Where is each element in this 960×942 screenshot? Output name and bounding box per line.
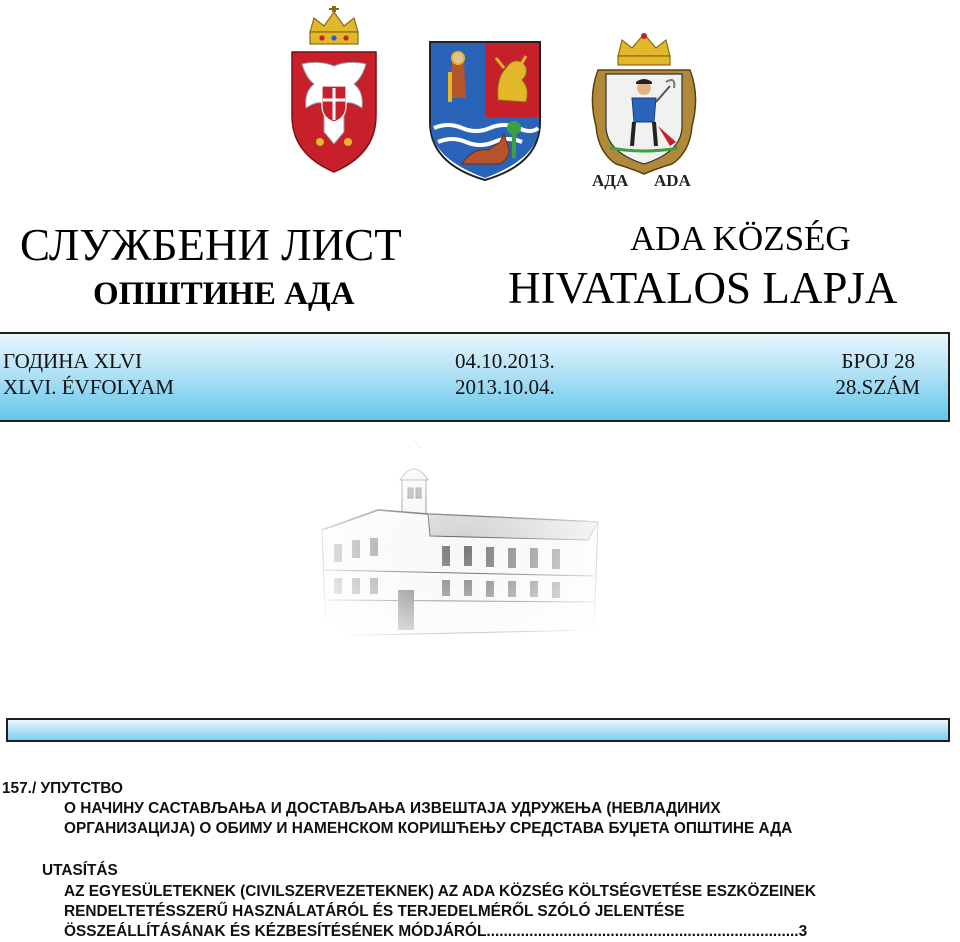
toc-entry-serbian-line: О НАЧИНУ САСТАВЉАЊА И ДОСТАВЉАЊА ИЗВЕШТАЈА УДРУЖЕЊА (НЕВЛАДИНИХ xyxy=(64,800,721,817)
svg-text:АДА: АДА xyxy=(592,171,629,190)
issue-number-hungarian: 28.SZÁM xyxy=(835,375,920,399)
town-hall-sketch-image xyxy=(318,440,608,640)
date-hungarian: 2013.10.04. xyxy=(455,375,555,399)
svg-text:ADA: ADA xyxy=(654,171,691,190)
year-serbian: ГОДИНА XLVI xyxy=(3,349,143,373)
contents-separator-banner xyxy=(6,718,950,742)
masthead-title-serbian: СЛУЖБЕНИ ЛИСТ xyxy=(20,220,402,270)
serbia-coat-of-arms-icon xyxy=(284,4,384,176)
masthead-title-hungarian: ADA KÖZSÉG xyxy=(630,219,851,258)
toc-entry-hungarian-line: ÖSSZEÁLLÍTÁSÁNAK ÉS KÉZBESÍTÉSÉNEK MÓDJÁRÓL.........................................................................3 xyxy=(64,923,808,940)
issue-info-banner xyxy=(0,332,950,422)
masthead-subtitle-hungarian: HIVATALOS LAPJA xyxy=(508,263,898,313)
masthead-subtitle-serbian: ОПШТИНЕ АДА xyxy=(93,276,355,312)
year-hungarian: XLVI. ÉVFOLYAM xyxy=(3,375,174,399)
vojvodina-coat-of-arms-icon xyxy=(426,38,544,182)
toc-heading-hungarian: UTASÍTÁS xyxy=(42,862,118,879)
toc-entry-hungarian-line: RENDELTETÉSSZERŰ HASZNÁLATÁRÓL ÉS TERJEDELMÉRŐL SZÓLÓ JELENTÉSE xyxy=(64,903,685,920)
issue-number-serbian: БРОЈ 28 xyxy=(841,349,915,373)
toc-heading-serbian: 157./ УПУТСТВО xyxy=(2,780,123,797)
date-serbian: 04.10.2013. xyxy=(455,349,555,373)
toc-entry-serbian-line: ОРГАНИЗАЦИЈА) О ОБИМУ И НАМЕНСКОМ КОРИШЋЕЊУ СРЕДСТАВА БУЏЕТА ОПШТИНЕ АДА xyxy=(64,820,793,837)
toc-entry-hungarian-line: AZ EGYESÜLETEKNEK (CIVILSZERVEZETEKNEK) AZ ADA KÖZSÉG KÖLTSÉGVETÉSE ESZKÖZEINEK xyxy=(64,883,816,900)
ada-coat-of-arms-icon xyxy=(584,26,704,190)
